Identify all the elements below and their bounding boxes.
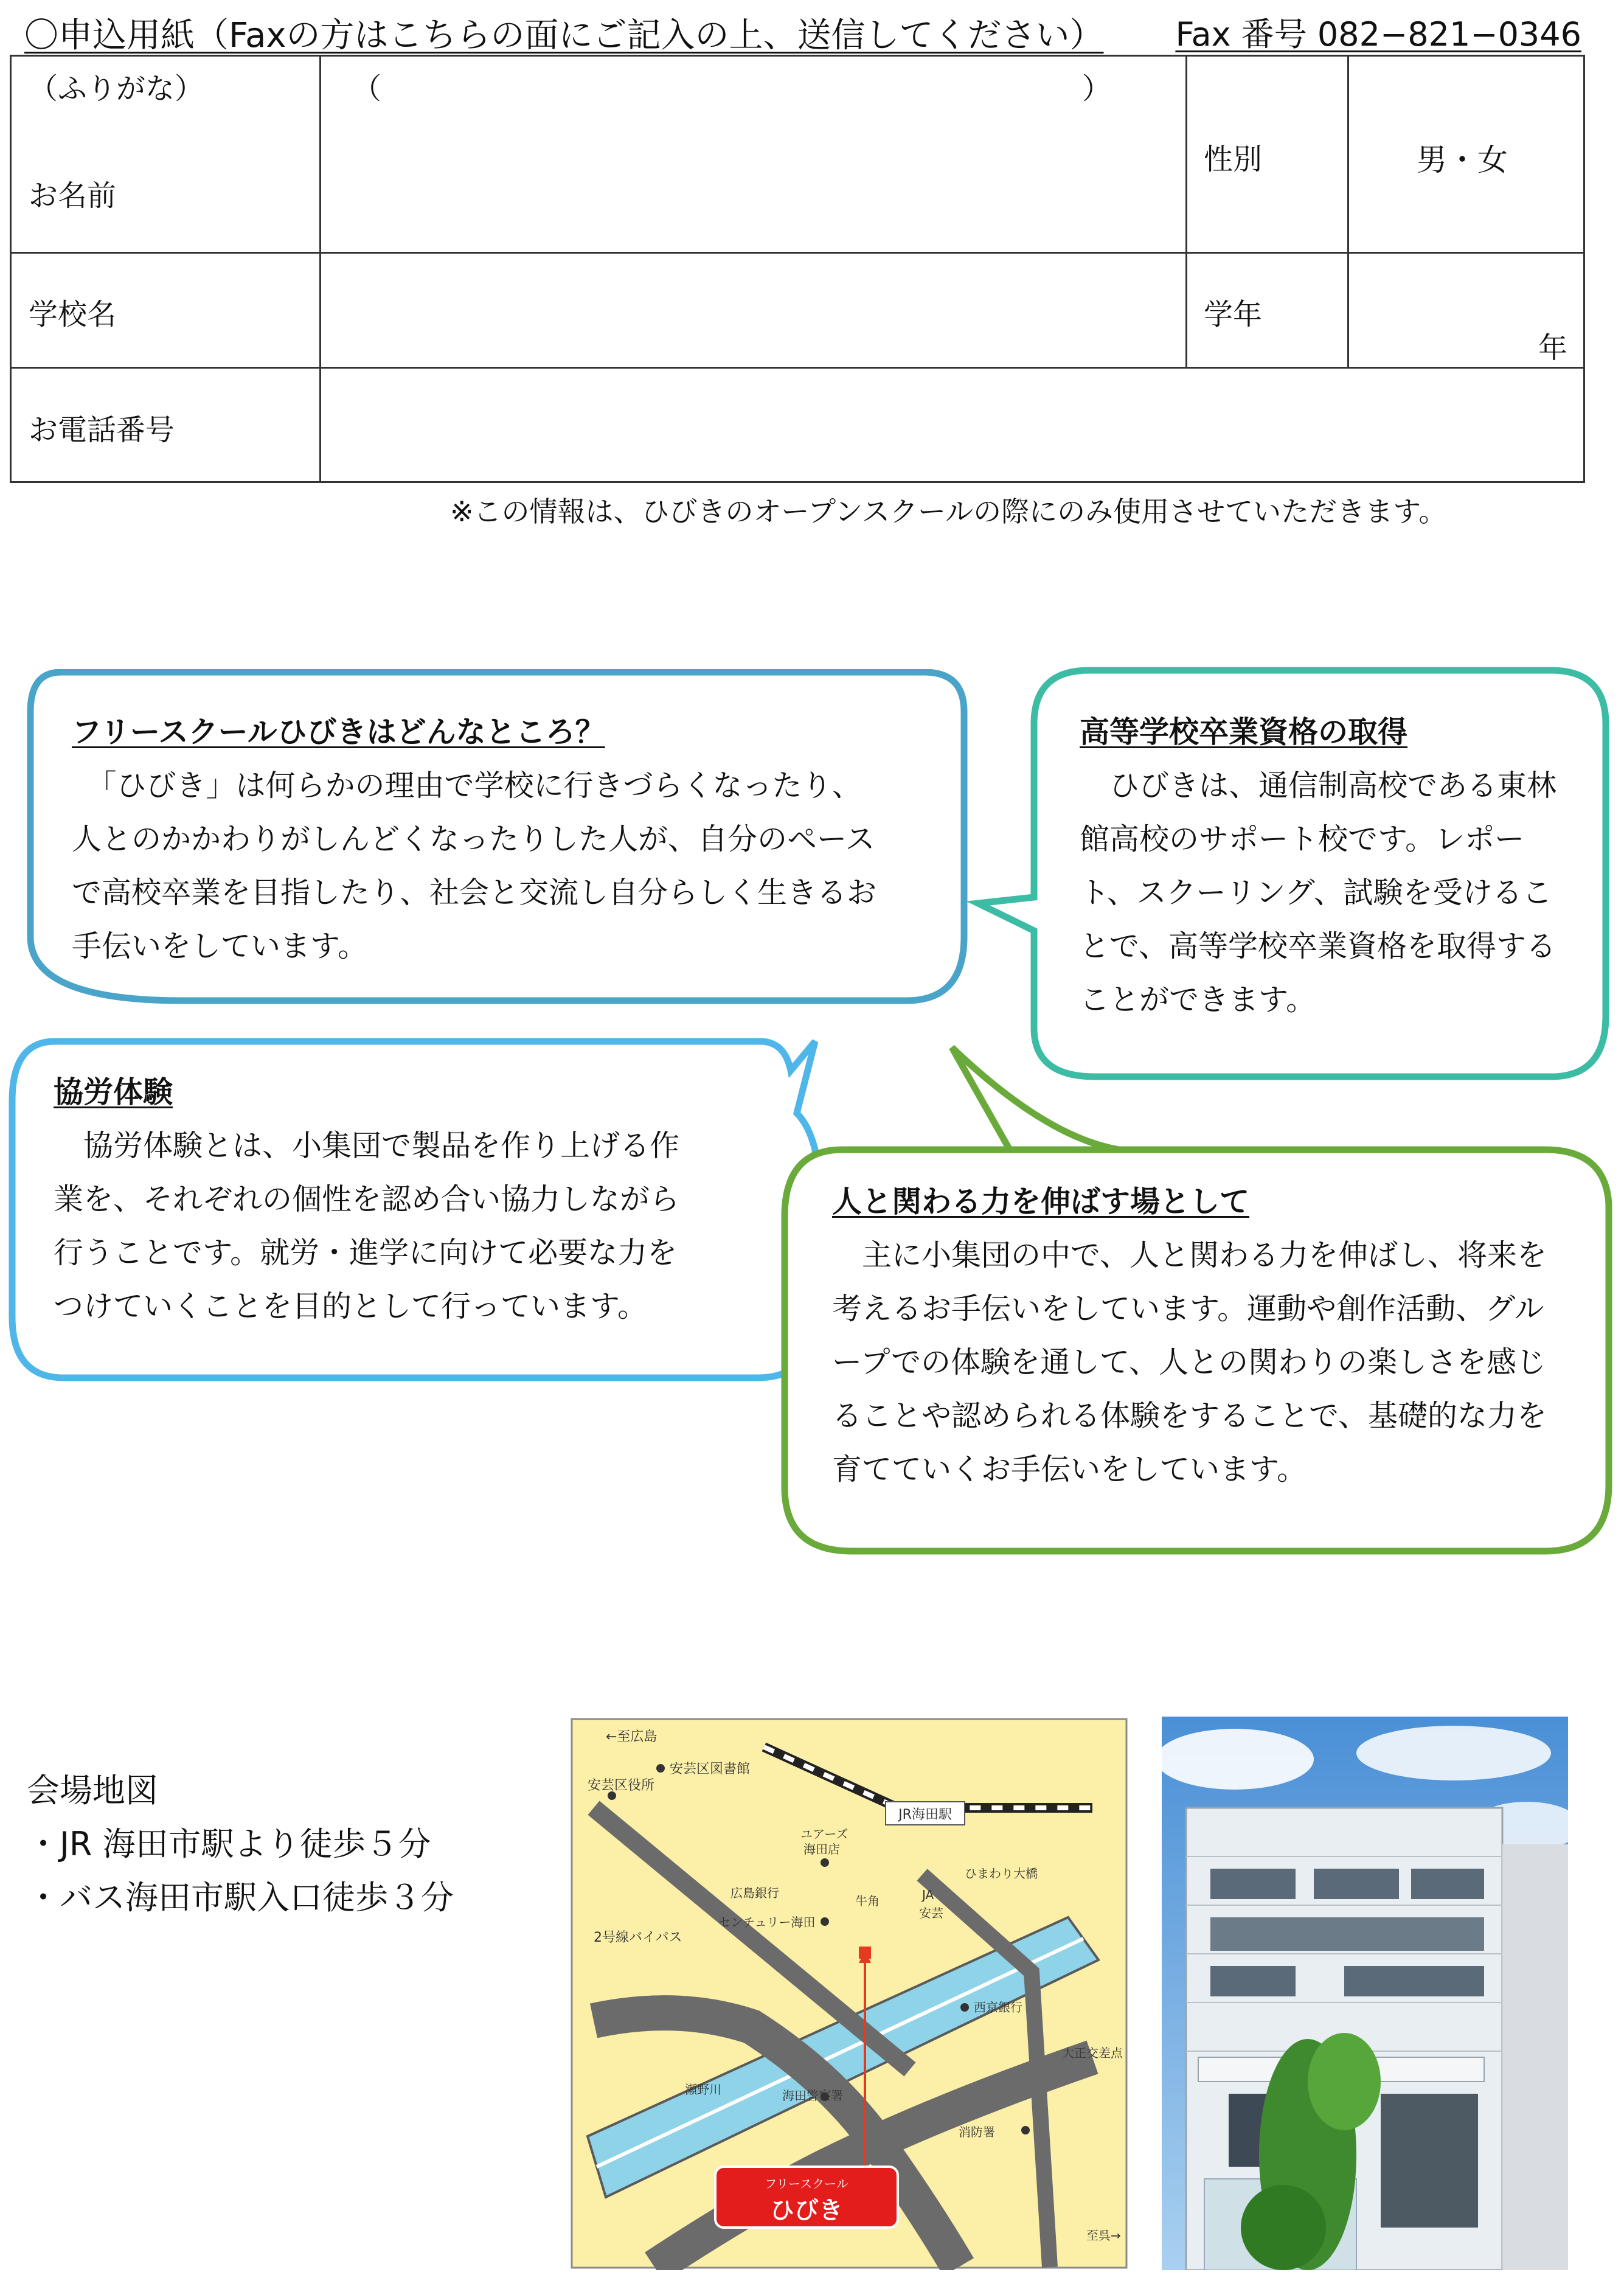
diploma-line: ト、スクーリング、試験を受けるこ [1080, 875, 1552, 910]
about-title: フリースクールひびきはどんなところ？ [72, 715, 605, 749]
about-line: 人とのかかわりがしんどくなったりした人が、自分のペース [72, 822, 875, 856]
map-label: JR海田駅 [898, 1807, 952, 1822]
social-line: 育てていくお手伝いをしています。 [832, 1452, 1307, 1487]
about-line: で高校卒業を目指したり、社会と交流し自分らしく生きるお [72, 875, 877, 910]
map-label: 広島銀行 [730, 1886, 779, 1900]
work-line: 行うことです。就労・進学に向けて必要な力を [54, 1235, 678, 1270]
about-line: 「ひびき」は何らかの理由で学校に行きづらくなったり、 [72, 768, 862, 803]
map-label: 消防署 [959, 2125, 995, 2139]
map-label: 2号線バイパス [594, 1930, 682, 1945]
map-label: 至呉→ [1086, 2228, 1121, 2243]
header [24, 9, 1581, 55]
work-line: つけていくことを目的として行っています。 [54, 1289, 648, 1324]
map-label: JA [922, 1888, 934, 1902]
map-label: ←至広島 [606, 1729, 658, 1745]
work-bubble [0, 1028, 852, 1393]
social-line: 主に小集団の中で、人と関わる力を伸ばし、将来を [832, 1238, 1547, 1273]
about-line: 手伝いをしています。 [72, 929, 368, 964]
application-form [10, 55, 1585, 483]
map-label: 牛角 [855, 1894, 880, 1908]
venue-info [27, 1764, 454, 1925]
grade-unit: 年 [1538, 331, 1568, 365]
diploma-title: 高等学校卒業資格の取得 [1080, 715, 1408, 749]
gender-label: 性別 [1204, 142, 1263, 176]
phone-label: お電話番号 [29, 413, 175, 447]
furigana-label: （ふりがな） [29, 72, 204, 106]
privacy-note: ※この情報は、ひびきのオープンスクールの際にのみ使用させていただきます。 [450, 495, 1447, 528]
social-bubble [772, 1034, 1624, 1563]
access-line: ・JR 海田市駅より徒歩５分 [27, 1825, 431, 1863]
name-field[interactable] [328, 105, 1173, 239]
school-label: 学校名 [29, 297, 117, 332]
form-title: 〇申込用紙（Faxの方はこちらの面にご記入の上、送信してください） [24, 16, 1104, 55]
diploma-line: ひびきは、通信制高校である東林 [1080, 768, 1557, 803]
social-line: ることや認められる体験をすることで、基礎的な力を [832, 1398, 1547, 1433]
social-line: 考えるお手伝いをしています。運動や創作活動、グル [832, 1291, 1544, 1326]
map-label: 大正交差点 [1062, 2046, 1123, 2060]
map-label: 安芸区役所 [588, 1778, 655, 1793]
map-label: ひまわり大橋 [965, 1866, 1038, 1881]
name-label: お名前 [29, 179, 117, 213]
access-line: ・バス海田市駅入口徒歩３分 [27, 1878, 454, 1917]
map-label: 海田店 [803, 1842, 840, 1856]
gender-options[interactable]: 男・女 [1417, 142, 1508, 178]
divider [12, 252, 1583, 254]
divider [319, 57, 321, 481]
divider [1347, 57, 1349, 368]
divider [12, 367, 1583, 369]
map-label: ユアーズ [800, 1827, 848, 1841]
map-label: ひびき [770, 2197, 843, 2225]
diploma-line: 館高校のサポート校です。レポー [1080, 822, 1525, 856]
work-line: 協労体験とは、小集団で製品を作り上げる作 [54, 1128, 680, 1163]
fax-number: Fax 番号 082−821−0346 [1175, 15, 1581, 54]
map-label: 安芸 [919, 1906, 943, 1920]
map-label: 瀬野川 [685, 2082, 721, 2097]
map-label: センチュリー海田 [718, 1915, 816, 1929]
map-label: 安芸区図書館 [670, 1762, 751, 1777]
map-label: 海田警察署 [782, 2088, 843, 2103]
about-bubble [24, 669, 973, 1083]
map-label: フリースクール [765, 2176, 848, 2191]
venue-map [569, 1717, 1129, 2270]
furigana-open-paren: （ [352, 72, 382, 106]
diploma-line: ことができます。 [1080, 982, 1316, 1017]
grade-label: 学年 [1204, 297, 1263, 332]
phone-field[interactable] [328, 373, 1575, 476]
diploma-line: とで、高等学校卒業資格を取得する [1080, 929, 1556, 964]
divider [1185, 57, 1187, 368]
building-photo [1162, 1717, 1568, 2270]
work-line: 業を、それぞれの個性を認め合い協力しながら [54, 1182, 680, 1217]
work-title: 協労体験 [54, 1075, 173, 1110]
social-title: 人と関わる力を伸ばす場として [832, 1184, 1250, 1219]
venue-title: 会場地図 [27, 1771, 158, 1810]
diploma-bubble [961, 663, 1618, 1095]
social-line: ープでの体験を通して、人との関わりの楽しさを感じ [832, 1345, 1547, 1380]
school-field[interactable] [328, 257, 1173, 361]
map-label: 西京銀行 [974, 2000, 1022, 2015]
furigana-close-paren: ） [1082, 72, 1112, 106]
